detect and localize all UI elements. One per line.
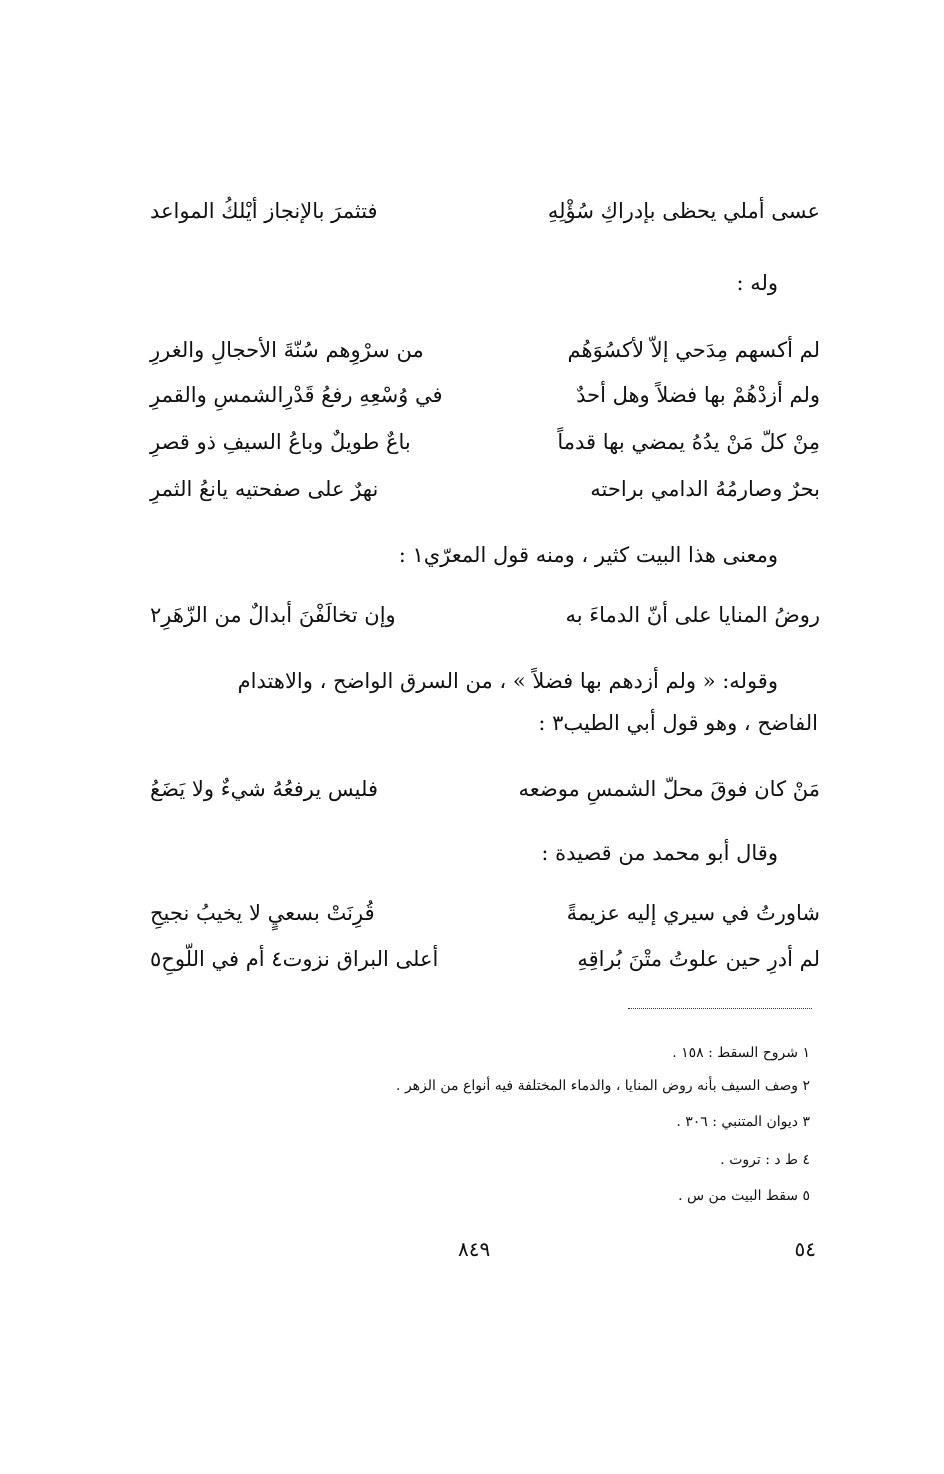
verse-2-second-hemistich: وإن تخالَفْنَ أبدالٌ من الزّهَرِ٢ <box>150 603 396 627</box>
poem-1-verse-first: بحرٌ وصارمُهُ الدامي براحته <box>590 477 820 501</box>
footnote: ٢ وصف السيف بأنه روض المنايا ، والدماء المختلفة فيه أنواع من الزهر . <box>396 1078 810 1094</box>
poem-2-verse <box>150 898 820 928</box>
footnote: ٤ ط د : تروت . <box>720 1152 810 1168</box>
verse-2 <box>150 600 820 630</box>
verse-1 <box>150 196 820 226</box>
poem-1-verse-second: من سرْوِهم سُنّةَ الأحجالِ والغررِ <box>150 338 424 362</box>
poem-1-verse-first: لم أكسهم مِدَحي إلاّ لأكسُوَهُم <box>567 338 820 362</box>
poem-1-verse <box>150 474 820 504</box>
poem-1-verse-second: باعٌ طويلٌ وباعُ السيفِ ذو قصرِ <box>150 430 411 454</box>
poem-2-verse-first: شاورتُ في سيري إليه عزيمةً <box>566 901 820 925</box>
poem-2-verse-second: أعلى البراق نزوت٤ أم في اللّوحِ٥ <box>150 947 439 971</box>
paragraph-1: ومعنى هذا البيت كثير ، ومنه قول المعرّي١ : <box>398 543 778 567</box>
verse-3 <box>150 774 820 804</box>
page-number: ٨٤٩ <box>458 1237 491 1261</box>
poem-2-verse-first: لم أدرِ حين علوتُ متْنَ بُراقِهِ <box>577 947 820 971</box>
poem-2-verse-second: قُرِنَتْ بسعيٍ لا يخيبُ نجيحِ <box>150 901 375 925</box>
poem-1-verse <box>150 427 820 457</box>
intro-1: وله : <box>736 271 778 295</box>
poem-1-verse <box>150 335 820 365</box>
poem-1-verse-second: نهرٌ على صفحتيه يانعُ الثمرِ <box>150 477 379 501</box>
paragraph-2-line-2: الفاضح ، وهو قول أبي الطيب٣ : <box>538 711 818 735</box>
intro-2: وقال أبو محمد من قصيدة : <box>541 841 778 865</box>
verse-1-first-hemistich: عسى أملي يحظى بإدراكِ سُؤْلِهِ <box>547 199 820 223</box>
poem-2-verse <box>150 944 820 974</box>
footnote: ٥ سقط البيت من س . <box>678 1188 810 1204</box>
verse-3-second-hemistich: فليس يرفعُهُ شيءٌ ولا يَضَعُ <box>150 777 378 801</box>
verse-2-first-hemistich: روضُ المنايا على أنّ الدماءَ به <box>565 603 820 627</box>
poem-1-verse <box>150 380 820 410</box>
footnote: ١ شروح السقط : ١٥٨ . <box>672 1045 810 1061</box>
poem-1-verse-first: ولم أزدْهُمْ بها فضلاً وهل أحدٌ <box>576 383 820 407</box>
poem-1-verse-first: مِنْ كلّ مَنْ يدُهُ يمضي بها قدماً <box>557 430 820 454</box>
signature-mark: ٥٤ <box>794 1237 816 1261</box>
footnote-separator <box>628 1008 812 1009</box>
verse-3-first-hemistich: مَنْ كان فوقَ محلّ الشمسِ موضعه <box>518 777 820 801</box>
poem-1-verse-second: في وُسْعِهِ رفعُ قَدْرِالشمسِ والقمرِ <box>150 383 443 407</box>
verse-1-second-hemistich: فتثمرَ بالإنجاز أيْلكُ المواعد <box>150 199 378 223</box>
paragraph-2-line-1: وقوله: « ولم أزدهم بها فضلاً » ، من السرق الواضح ، والاهتدام <box>237 669 778 693</box>
footnote: ٣ ديوان المتنبي : ٣٠٦ . <box>676 1114 810 1130</box>
